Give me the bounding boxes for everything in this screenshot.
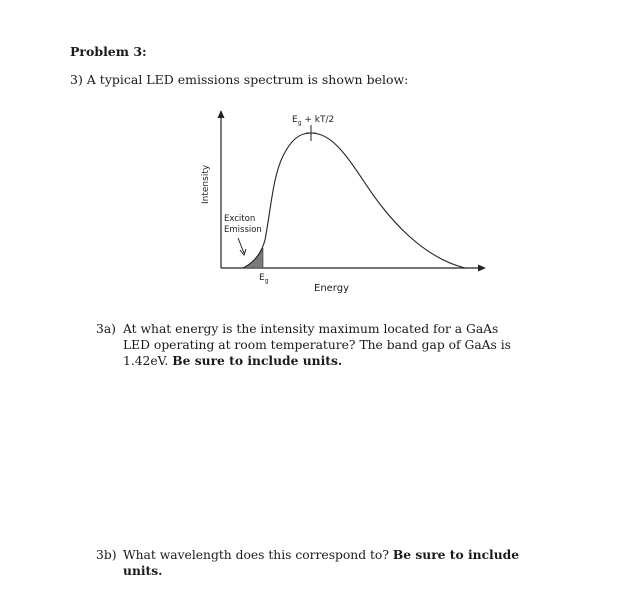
x-axis-arrow bbox=[478, 265, 486, 272]
question-3a-text: At what energy is the intensity maximum located for a GaAs LED operating at room temperature? The band gap of GaAs is 1.42eV. Be sure to include units. bbox=[123, 322, 511, 368]
spectrum-curve bbox=[243, 133, 465, 268]
question-3a bbox=[96, 321, 536, 381]
y-axis-label: Intensity bbox=[201, 164, 211, 204]
eg-label: $E_g$ bbox=[259, 273, 269, 285]
question-3b bbox=[96, 547, 536, 578]
x-axis-label: Energy bbox=[314, 283, 350, 294]
led-spectrum-figure bbox=[195, 108, 495, 298]
exciton-label-line1: Exciton bbox=[224, 214, 256, 224]
question-3a-units-note: Be sure to include units. bbox=[172, 353, 343, 368]
y-axis-arrow bbox=[218, 110, 225, 118]
exciton-label-line2: Emission bbox=[224, 225, 262, 235]
problem-intro: 3) A typical LED emissions spectrum is shown below: bbox=[70, 72, 409, 87]
question-3b-text: What wavelength does this correspond to? Be sure to include units. bbox=[123, 547, 520, 578]
question-3a-number: 3a) bbox=[96, 322, 116, 336]
question-3b-units-note: Be sure to include units. bbox=[123, 547, 520, 578]
exciton-shaded-region bbox=[243, 248, 263, 268]
question-3b-number: 3b) bbox=[96, 548, 117, 562]
peak-label: $E_g + kT/2$ bbox=[292, 115, 335, 127]
problem-title: Problem 3: bbox=[70, 44, 147, 59]
